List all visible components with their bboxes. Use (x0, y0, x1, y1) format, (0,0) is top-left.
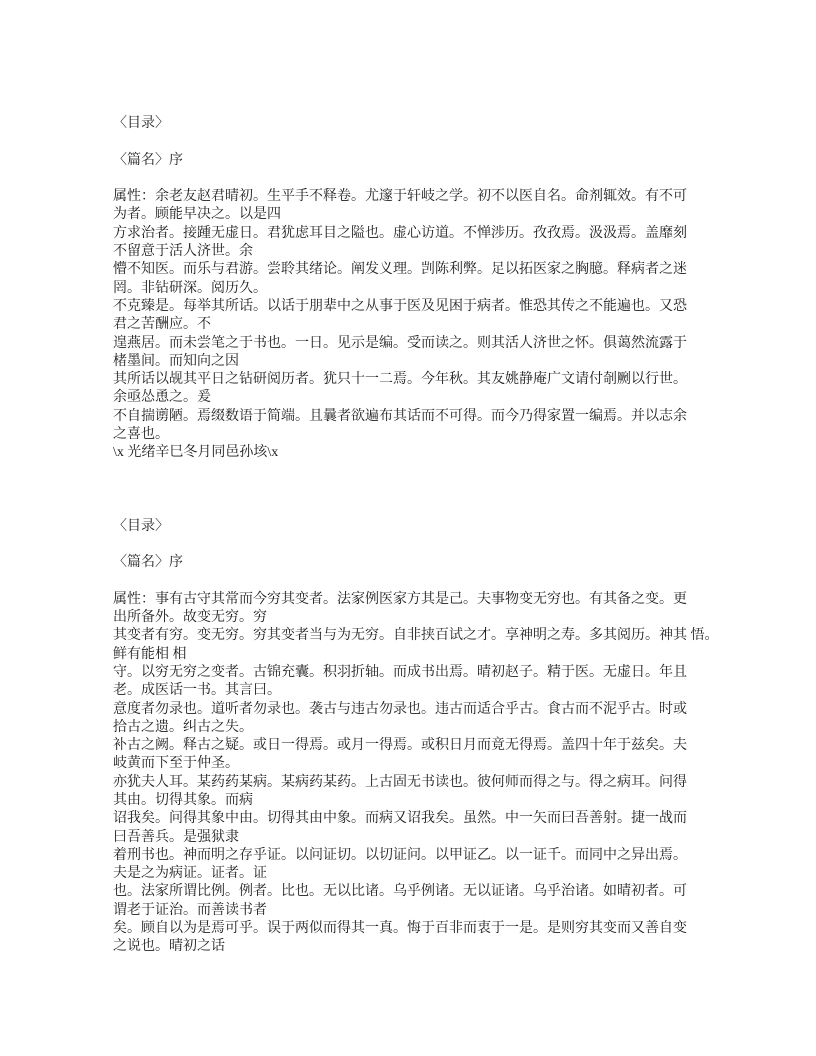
text-line: 遑燕居。而未尝笔之于书也。一日。见示是编。受而读之。则其活人济世之怀。俱蔼然流露于 (113, 335, 687, 351)
text-line: 为者。顾能早决之。以是四 (113, 207, 281, 223)
text-line: 夫是之为病证。证者。证 (113, 866, 267, 882)
text-line: 不自揣谫陋。焉缀数语于简端。且曩者欲遍布其话而不可得。而今乃得家置一编焉。并以志余 (113, 408, 687, 424)
text-line: 谓老于证治。而善读书者 (113, 902, 267, 918)
text-line: 之喜也。 (113, 427, 169, 443)
section-gap (113, 463, 719, 518)
text-line: 诏我矣。问得其象中由。切得其由中象。而病又诏我矣。虽然。中一矢而曰吾善射。捷一战而 (113, 811, 687, 827)
text-line: 老。成医话一书。其言曰。 (113, 683, 281, 699)
text-line: 也。法家所谓比例。例者。比也。无以比诸。乌乎例诸。无以证诸。乌乎治诸。如晴初者。可 (113, 884, 687, 900)
text-line: 属性：事有古守其常而今穷其变者。法家例医家方其是己。夫事物变无穷也。有其备之变。更 (113, 591, 687, 607)
section-body (113, 188, 719, 462)
blank-line (113, 133, 719, 151)
text-line: 矣。顾自以为是焉可乎。误于两似而得其一真。悔于百非而衷于一是。是则穷其变而又善自变 (113, 921, 687, 937)
text-line: 补古之阙。释古之疑。或日一得焉。或月一得焉。或积日月而竟无得焉。盖四十年于兹矣。夫 (113, 738, 687, 754)
text-line: 不克臻是。每举其所话。以话于朋辈中之从事于医及见困于病者。惟恐其传之不能遍也。又恐 (113, 298, 687, 314)
text-line: 意度者勿录也。道听者勿录也。袭古与违古勿录也。违古而适合乎古。食古而不泥乎古。时或 (113, 701, 687, 717)
section-title: 〈篇名〉序 (113, 152, 183, 168)
document-content (113, 115, 719, 957)
text-line: 着刑书也。神而明之存乎证。以问证切。以切证问。以甲证乙。以一证千。而同中之异出焉。 (113, 847, 687, 863)
text-line: 守。以穷无穷之变者。古锦充囊。积羽折轴。而成书出焉。晴初赵子。精于医。无虚日。年且 (113, 664, 687, 680)
text-line: 君之苦酬应。不 (113, 317, 211, 333)
text-line: 出所备外。故变无穷。穷 (113, 610, 267, 626)
blank-line (113, 170, 719, 188)
toc-tag: 〈目录〉 (113, 518, 169, 534)
toc-tag: 〈目录〉 (113, 116, 169, 131)
text-line: 其由。切得其象。而病 (113, 792, 253, 808)
section-body (113, 591, 719, 957)
text-line: 不留意于活人济世。余 (113, 244, 253, 260)
text-line: 楮墨间。而知向之因 (113, 353, 239, 369)
text-line: 之说也。晴初之话 (113, 939, 225, 955)
text-line: 亦犹夫人耳。某药药某病。某病药某药。上古固无书读也。彼何师而得之与。得之病耳。问得 (113, 774, 687, 790)
text-line: 拾古之遗。纠古之失。 (113, 719, 253, 735)
blank-line (113, 572, 719, 590)
text-line: 岐黄而下至于仲圣。 (113, 756, 239, 772)
section-title: 〈篇名〉序 (113, 555, 183, 571)
text-line: 曰吾善兵。是强狱隶 (113, 829, 239, 845)
text-line: 其变者有穷。变无穷。穷其变者当与为无穷。自非挟百试之才。享神明之寿。多其阅历。神其 悟。 (113, 628, 719, 644)
text-line: 属性：余老友赵君晴初。生平手不释卷。尤邃于轩岐之学。初不以医自名。命剂辄效。有不可 (113, 189, 687, 205)
text-line: 余亟怂恿之。爰 (113, 390, 211, 406)
text-line: 懵不知医。而乐与君游。尝聆其绪论。阐发义理。剀陈利弊。足以拓医家之胸臆。释病者之迷 (113, 262, 687, 278)
text-line: \x 光绪辛巳冬月同邑孙垓\x (113, 445, 279, 461)
text-line: 其所话以觇其平日之钻研阅历者。犹只十一二焉。今年秋。其友姚静庵广文请付剞劂以行世。 (113, 372, 687, 388)
blank-line (113, 536, 719, 554)
preface-section-1 (113, 115, 719, 463)
text-line: 罔。非钻研深。阅历久。 (113, 280, 267, 296)
text-line: 方求治者。接踵无虚日。君犹虑耳目之隘也。虚心访道。不惮涉历。孜孜焉。汲汲焉。盖靡刻 (113, 225, 687, 241)
preface-section-2 (113, 518, 719, 957)
text-line: 鲜有能相 相 (113, 646, 187, 662)
